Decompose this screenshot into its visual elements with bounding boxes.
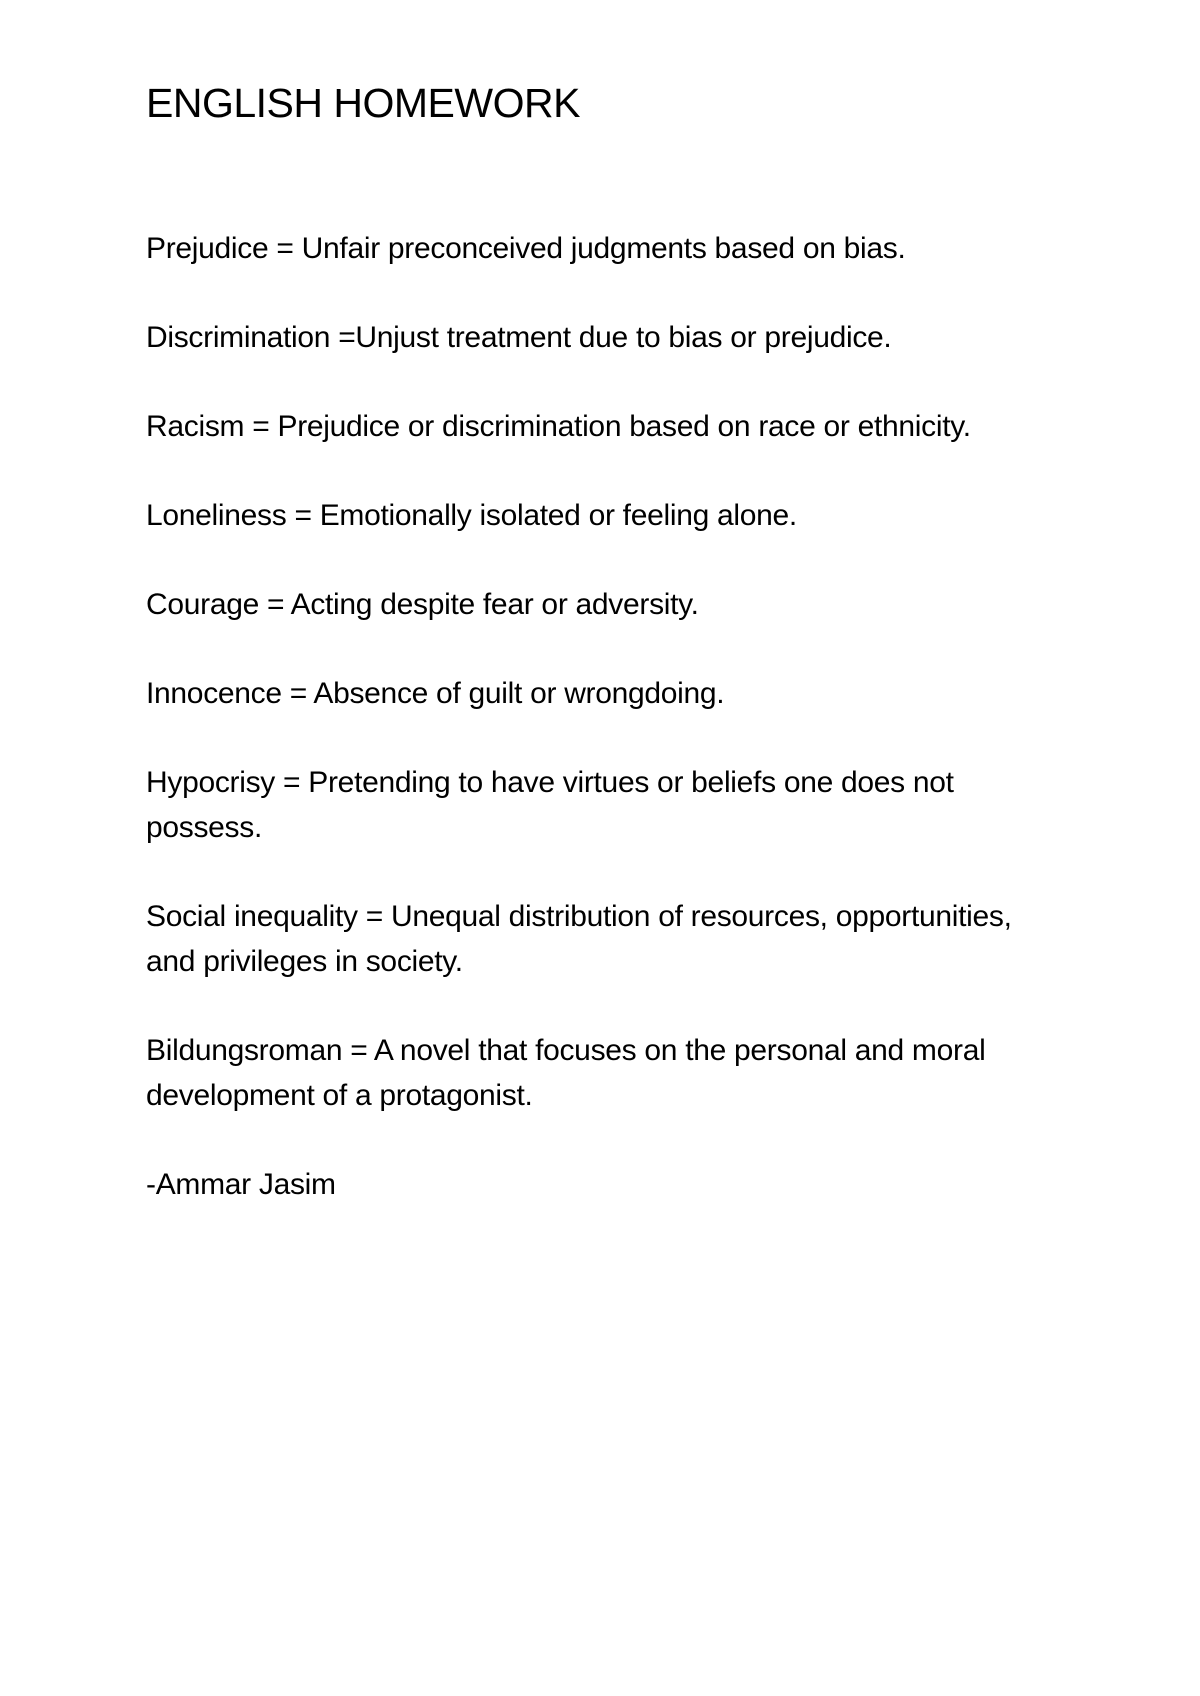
definition-prejudice: Prejudice = Unfair preconceived judgments based on bias. <box>146 232 906 266</box>
definition-hypocrisy: Hypocrisy = Pretending to have virtues or beliefs one does not possess. <box>146 766 954 845</box>
author-signature: -Ammar Jasim <box>146 1168 336 1202</box>
definitions-list <box>146 226 1046 1118</box>
definition-racism: Racism = Prejudice or discrimination based on race or ethnicity. <box>146 410 971 444</box>
definition-social-inequality: Social inequality = Unequal distribution of resources, opportunities, and privileges in society. <box>146 900 1012 979</box>
definition-loneliness: Loneliness = Emotionally isolated or feeling alone. <box>146 499 797 533</box>
document-title: ENGLISH HOMEWORK <box>146 80 580 126</box>
definition-bildungsroman: Bildungsroman = A novel that focuses on the personal and moral development of a protagonist. <box>146 1034 986 1113</box>
document-content <box>146 80 1046 1207</box>
definition-courage: Courage = Acting despite fear or adversity. <box>146 588 699 622</box>
definition-innocence: Innocence = Absence of guilt or wrongdoing. <box>146 677 725 711</box>
definition-discrimination: Discrimination =Unjust treatment due to bias or prejudice. <box>146 321 892 355</box>
